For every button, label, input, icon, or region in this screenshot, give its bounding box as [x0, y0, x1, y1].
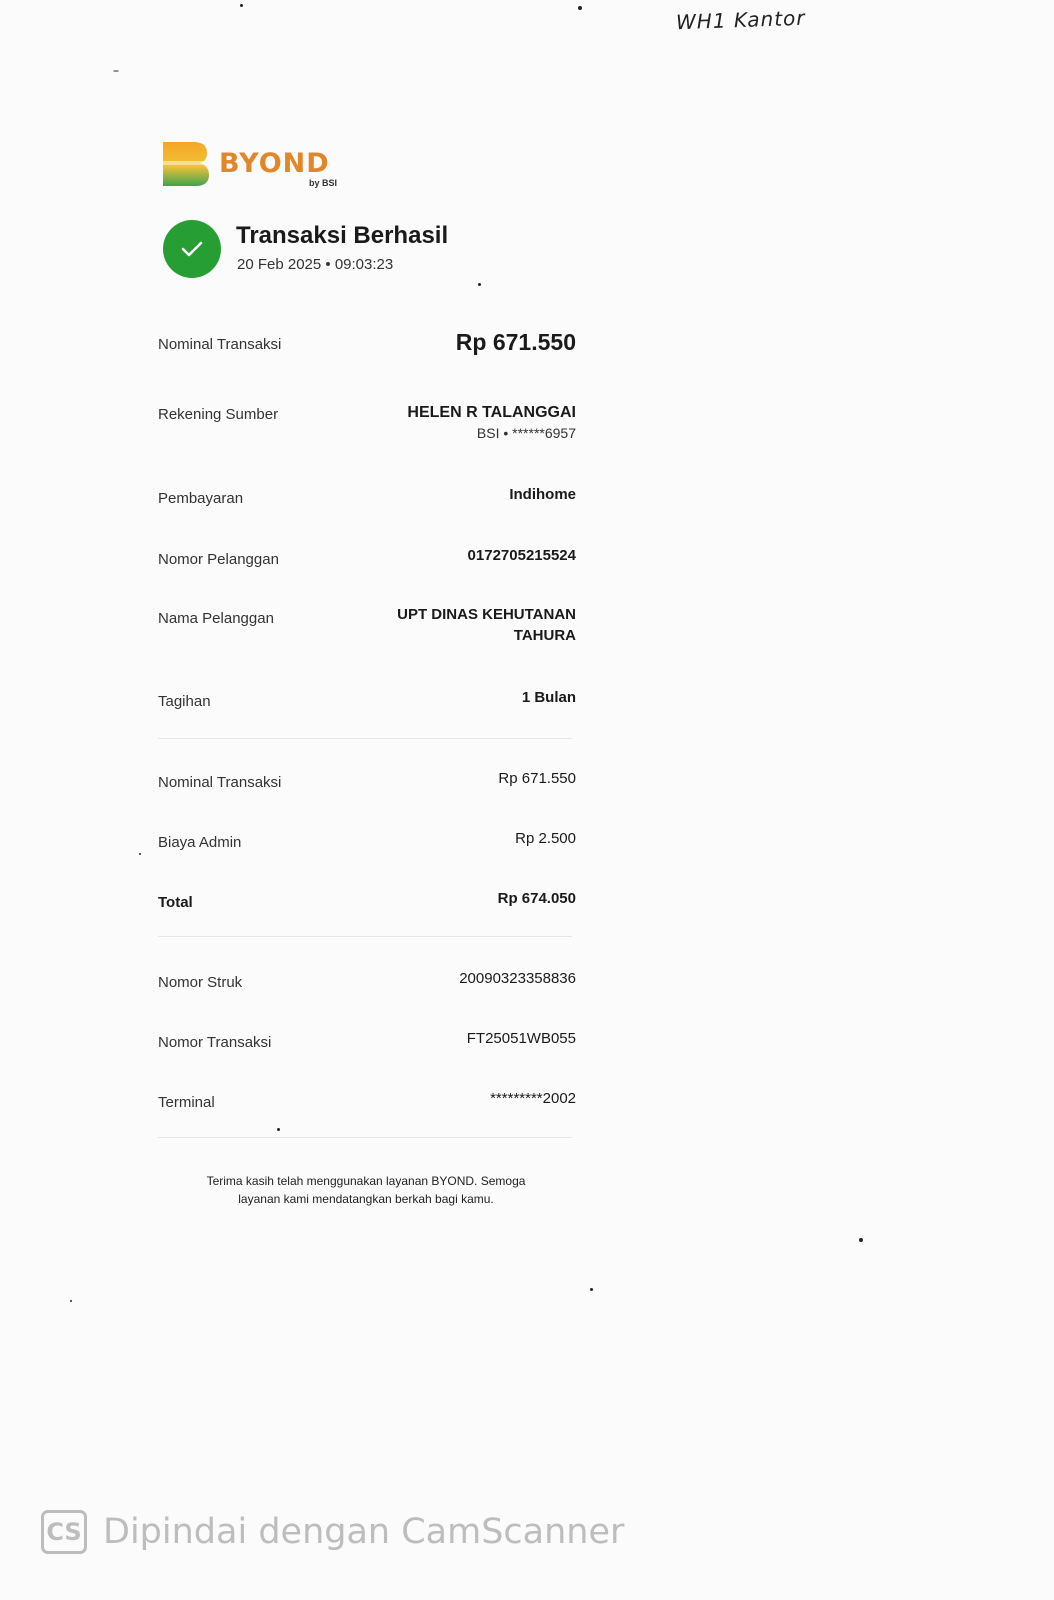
row-nominal-transaksi: [158, 330, 576, 370]
thank-you-line-2: layanan kami mendatangkan berkah bagi kamu.: [238, 1192, 494, 1206]
divider: [158, 936, 572, 937]
scan-speck: [240, 4, 243, 7]
scan-speck: [113, 70, 119, 72]
row-label: Nomor Transaksi: [158, 1034, 272, 1051]
row-label: Terminal: [158, 1094, 215, 1111]
brand-name: BYOND: [219, 148, 330, 179]
row-label: Nomor Pelanggan: [158, 551, 279, 568]
camscanner-text: Dipindai dengan CamScanner: [103, 1512, 625, 1552]
row-value: [407, 402, 576, 444]
divider: [158, 1137, 572, 1138]
row-terminal: [158, 1088, 576, 1128]
row-label: Nama Pelanggan: [158, 610, 274, 627]
brand-logo: [163, 142, 353, 190]
row-label: Pembayaran: [158, 490, 244, 507]
scan-speck: [578, 6, 582, 10]
thank-you-line-1: Terima kasih telah menggunakan layanan BYOND. Semoga: [206, 1174, 526, 1188]
camscanner-logo-icon: CS: [41, 1510, 87, 1554]
check-icon: [163, 220, 221, 278]
thank-you-note: [150, 1172, 582, 1208]
row-label: Biaya Admin: [158, 834, 242, 851]
brand-sub: by BSI: [309, 178, 338, 188]
row-value: Rp 2.500: [515, 830, 576, 847]
row-total: [158, 888, 576, 928]
row-summary-nominal: [158, 768, 576, 808]
row-value: [397, 604, 576, 646]
transaction-status: [163, 220, 583, 280]
row-label: Nomor Struk: [158, 974, 243, 991]
camscanner-watermark: [41, 1510, 641, 1560]
row-value: Rp 671.550: [498, 770, 576, 787]
row-biaya-admin: [158, 828, 576, 868]
account-number: BSI • ******6957: [476, 425, 576, 441]
row-tagihan: [158, 687, 576, 727]
scan-speck: [139, 853, 141, 855]
row-nomor-transaksi: [158, 1028, 576, 1068]
row-value: Rp 671.550: [455, 329, 576, 355]
account-holder-name: HELEN R TALANGGAI: [407, 404, 576, 421]
row-pembayaran: [158, 484, 576, 524]
row-value: FT25051WB055: [466, 1030, 576, 1047]
scan-speck: [277, 1128, 280, 1131]
scan-speck: [590, 1288, 593, 1291]
customer-name-line-2: TAHURA: [513, 627, 576, 644]
row-nomor-pelanggan: [158, 545, 576, 585]
row-label: Nominal Transaksi: [158, 774, 282, 791]
row-value: 1 Bulan: [521, 689, 576, 706]
row-value: 0172705215524: [467, 547, 576, 564]
row-value: Indihome: [509, 486, 576, 503]
row-label: Rekening Sumber: [158, 406, 279, 423]
row-value: Rp 674.050: [497, 890, 576, 907]
divider: [158, 738, 572, 739]
row-label: Tagihan: [158, 693, 211, 710]
scan-speck: [478, 283, 481, 286]
row-rekening-sumber: [158, 400, 576, 450]
row-nomor-struk: [158, 968, 576, 1008]
byond-logo-icon: [163, 142, 209, 186]
row-nama-pelanggan: [158, 604, 576, 654]
handwritten-note: WH1 Kantor: [675, 5, 806, 35]
row-label: Total: [158, 894, 193, 911]
status-datetime: 20 Feb 2025 • 09:03:23: [237, 256, 394, 273]
scan-speck: [70, 1300, 72, 1302]
scan-speck: [859, 1238, 863, 1242]
status-title: Transaksi Berhasil: [236, 222, 449, 249]
row-value: *********2002: [490, 1090, 576, 1107]
row-label: Nominal Transaksi: [158, 336, 282, 353]
row-value: 20090323358836: [459, 970, 576, 987]
customer-name-line-1: UPT DINAS KEHUTANAN: [397, 606, 576, 623]
